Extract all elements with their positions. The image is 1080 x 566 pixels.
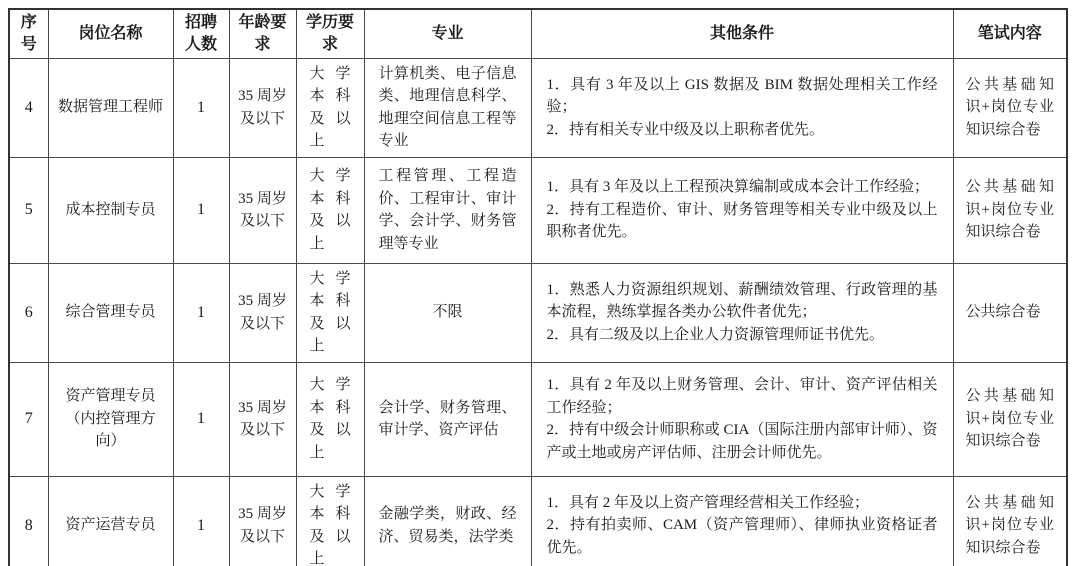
column-header: 年龄要求 [229,9,296,58]
cell-age-requirement: 35 周岁及以下 [229,157,296,263]
cell-age-requirement: 35 周岁及以下 [229,58,296,157]
column-header: 序号 [9,9,48,58]
cell-exam-content: 公共基础知识+岗位专业知识综合卷 [953,362,1067,476]
cell-seq-number: 8 [9,476,48,566]
column-header: 招聘人数 [173,9,229,58]
cell-position-name: 资产运营专员 [48,476,173,566]
cell-exam-content: 公共基础知识+岗位专业知识综合卷 [953,476,1067,566]
cell-position-name: 综合管理专员 [48,263,173,362]
cell-age-requirement: 35 周岁及以下 [229,476,296,566]
column-header: 专业 [364,9,531,58]
cell-major: 计算机类、电子信息类、地理信息科学、地理空间信息工程等专业 [364,58,531,157]
recruitment-table [8,8,1068,566]
table-row [9,58,1067,157]
table-row [9,263,1067,362]
cell-seq-number: 6 [9,263,48,362]
cell-headcount: 1 [173,263,229,362]
condition-item: 2．持有相关专业中级及以上职称者优先。 [546,121,825,138]
cell-other-conditions [531,58,953,157]
condition-item: 1．具有 2 年及以上资产管理经营相关工作经验； [546,494,870,511]
cell-headcount: 1 [173,157,229,263]
cell-seq-number: 5 [9,157,48,263]
condition-item: 1．具有 2 年及以上财务管理、会计、审计、资产评估相关工作经验； [546,377,938,416]
cell-education-requirement: 大学本科及以上 [296,157,364,263]
cell-age-requirement: 35 周岁及以下 [229,362,296,476]
condition-item: 1．熟悉人力资源组织规划、薪酬绩效管理、行政管理的基本流程，熟练掌握各类办公软件者优先； [546,281,938,321]
condition-item: 2．持有中级会计师职称或 CIA（国际注册内部审计师）、资产或土地或房产评估师、注册会计师优先。 [546,422,938,461]
cell-education-requirement: 大学本科及以上 [296,362,364,476]
cell-headcount: 1 [173,476,229,566]
cell-other-conditions [531,362,953,476]
column-header: 学历要求 [296,9,364,58]
column-header: 笔试内容 [953,9,1067,58]
cell-age-requirement: 35 周岁及以下 [229,263,296,362]
cell-seq-number: 4 [9,58,48,157]
condition-item: 2．持有工程造价、审计、财务管理等相关专业中级及以上职称者优先。 [546,201,938,241]
cell-education-requirement: 大学本科及以上 [296,476,364,566]
cell-exam-content: 公共综合卷 [953,263,1067,362]
cell-other-conditions [531,157,953,263]
column-header: 岗位名称 [48,9,173,58]
table-row [9,362,1067,476]
condition-item: 1．具有 3 年及以上工程预决算编制或成本会计工作经验； [546,179,930,196]
cell-education-requirement: 大学本科及以上 [296,263,364,362]
cell-other-conditions [531,476,953,566]
cell-seq-number: 7 [9,362,48,476]
cell-major: 不限 [364,263,531,362]
cell-other-conditions [531,263,953,362]
cell-headcount: 1 [173,362,229,476]
condition-item: 1．具有 3 年及以上 GIS 数据及 BIM 数据处理相关工作经验； [546,76,938,116]
cell-major: 金融学类，财政、经济、贸易类，法学类 [364,476,531,566]
cell-major: 会计学、财务管理、审计学、资产评估 [364,362,531,476]
column-header: 其他条件 [531,9,953,58]
cell-exam-content: 公共基础知识+岗位专业知识综合卷 [953,58,1067,157]
cell-education-requirement: 大学本科及以上 [296,58,364,157]
header-row [9,9,1067,58]
table-row [9,476,1067,566]
cell-position-name: 资产管理专员（内控管理方向） [48,362,173,476]
cell-exam-content: 公共基础知识+岗位专业知识综合卷 [953,157,1067,263]
cell-position-name: 成本控制专员 [48,157,173,263]
condition-item: 2．持有拍卖师、CAM（资产管理师）、律师执业资格证者优先。 [546,517,938,556]
table-row [9,157,1067,263]
table-body [9,58,1067,566]
cell-major: 工程管理、工程造价、工程审计、审计学、会计学、财务管理等专业 [364,157,531,263]
cell-position-name: 数据管理工程师 [48,58,173,157]
cell-headcount: 1 [173,58,229,157]
condition-item: 2．具有二级及以上企业人力资源管理师证书优先。 [546,326,885,343]
